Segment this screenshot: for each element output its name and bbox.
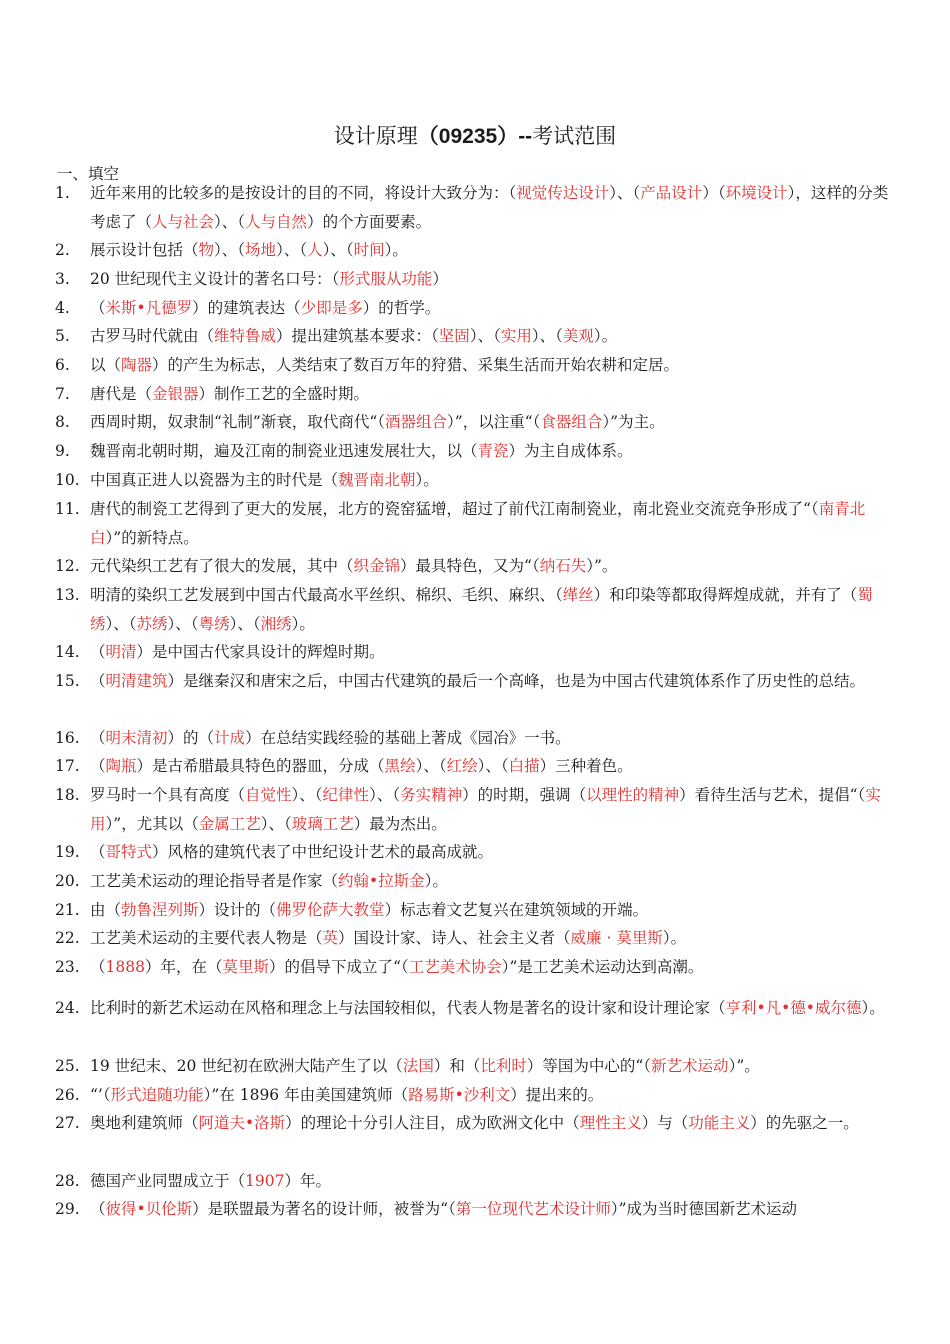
answer-text: 工艺美术协会: [408, 958, 502, 976]
question-number: 6.: [55, 356, 70, 374]
question-text: [90, 265, 902, 294]
answer-text: 青瓷: [477, 442, 509, 460]
answer-text: 红绘: [446, 757, 478, 775]
question-fragment: ）”。: [586, 557, 618, 575]
question-fragment: ）的时期，强调（: [462, 786, 587, 804]
question-fragment: ）、（: [260, 815, 292, 833]
question-fragment: ）的倡导下成立了“（: [269, 958, 409, 976]
answer-text: 米斯•凡德罗: [105, 299, 193, 317]
question-number: 16.: [55, 729, 80, 747]
question-fragment: ），这样的分类考虑了（: [90, 184, 889, 231]
answer-text: 亨利•凡•德•威尔德: [725, 999, 862, 1017]
question-text: [90, 179, 902, 237]
question-fragment: ）看待生活与艺术，提倡“（: [679, 786, 866, 804]
question-fragment: ）为主自成体系。: [508, 442, 633, 460]
question-text: [90, 581, 902, 639]
answer-text: 织金锦: [353, 557, 401, 575]
answer-text: 英: [322, 929, 339, 947]
question-number: 9.: [55, 442, 70, 460]
question-fragment: ）提出来的。: [510, 1086, 604, 1104]
question-fragment: ）”，尤其以（: [105, 815, 199, 833]
answer-text: 1888: [105, 958, 145, 976]
answer-text: 蜀绣: [90, 586, 873, 633]
question-fragment: ）的理论十分引人注目，成为欧洲文化中（: [285, 1114, 580, 1132]
question-text: [90, 466, 902, 495]
answer-text: 勃鲁涅列斯: [121, 901, 199, 919]
question-number: 2.: [55, 241, 70, 259]
question-text: [90, 896, 902, 925]
answer-text: 南青北白: [90, 500, 866, 547]
question-fragment: 以（: [90, 356, 122, 374]
question-fragment: ）、（: [291, 786, 323, 804]
answer-text: 彼得•贝伦斯: [105, 1200, 193, 1218]
question-fragment: 近年来用的比较多的是按设计的目的不同，将设计大致分为：（: [90, 184, 517, 202]
question-text: [90, 351, 902, 380]
question-number: 19.: [55, 843, 80, 861]
answer-text: 约翰•拉斯金: [338, 872, 425, 890]
answer-text: 佛罗伦萨大教堂: [276, 901, 385, 919]
question-text: [90, 552, 902, 581]
question-fragment: 工艺美术运动的主要代表人物是（: [90, 929, 323, 947]
question-fragment: （: [90, 843, 106, 861]
answer-text: 路易斯•沙利文: [408, 1086, 511, 1104]
question-fragment: ）”，以注重“（: [447, 413, 541, 431]
question-text: [90, 838, 902, 867]
question-fragment: 比利时的新艺术运动在风格和理念上与法国较相似，代表人物是著名的设计家和设计理论家（: [90, 999, 726, 1017]
answer-text: 湘绣: [260, 615, 292, 633]
answer-text: 自觉性: [245, 786, 292, 804]
title-pre: 设计原理: [333, 124, 418, 148]
answer-text: 实用: [90, 786, 881, 833]
question-fragment: 19 世纪末、20 世纪初在欧洲大陆产生了以（: [90, 1057, 403, 1075]
question-fragment: 奥地利建筑师（: [90, 1114, 199, 1132]
question-fragment: ）是继秦汉和唐宋之后，中国古代建筑的最后一个高峰，也是为中国古代建筑体系作了历史性的总结。: [167, 672, 866, 690]
question-fragment: ）。: [424, 872, 448, 890]
question-fragment: ）的先驱之一。: [750, 1114, 859, 1132]
question-fragment: ）与（: [641, 1114, 689, 1132]
answer-text: 陶瓶: [105, 757, 137, 775]
answer-text: 金银器: [152, 385, 199, 403]
answer-text: 1907: [245, 1172, 285, 1190]
answer-text: 明清: [105, 643, 137, 661]
question-fragment: 西周时期，奴隶制“礼制”渐衰，取代商代“（: [90, 413, 386, 431]
question-fragment: ）”在 1896 年由美国建筑师（: [203, 1086, 409, 1104]
question-number: 27.: [55, 1114, 80, 1132]
answer-text: 酒器组合: [385, 413, 448, 431]
answer-text: 产品设计: [640, 184, 703, 202]
question-number: 7.: [55, 385, 70, 403]
question-fragment: ）: [432, 270, 448, 288]
question-text: [90, 1081, 902, 1110]
title-course-code: （09235）--: [417, 125, 533, 148]
answer-text: 第一位现代艺术设计师: [455, 1200, 611, 1218]
answer-text: 理性主义: [579, 1114, 642, 1132]
question-text: [90, 867, 902, 896]
answer-text: 食器组合: [540, 413, 603, 431]
question-text: [90, 724, 902, 753]
answer-text: 以理性的精神: [586, 786, 680, 804]
question-fragment: ）。: [662, 929, 687, 947]
question-fragment: ）和印染等都取得辉煌成就，并有了（: [593, 586, 858, 604]
question-text: [90, 1052, 902, 1081]
question-fragment: 20 世纪现代主义设计的著名口号：（: [90, 270, 340, 288]
question-fragment: ）是古希腊最具特色的器皿，分成（: [136, 757, 385, 775]
question-number: 20.: [55, 872, 80, 890]
question-fragment: ）标志着文艺复兴在建筑领域的开端。: [384, 901, 649, 919]
question-fragment: 明清的染织工艺发展到中国古代最高水平丝织、棉织、毛织、麻织、（: [90, 586, 563, 604]
answer-text: 玻璃工艺: [291, 815, 354, 833]
question-fragment: （: [90, 299, 106, 317]
question-fragment: ）等国为中心的“（: [526, 1057, 652, 1075]
answer-text: 粤绣: [198, 615, 230, 633]
answer-text: 人: [307, 241, 323, 259]
question-fragment: ）在总结实践经验的基础上著成《园冶》一书。: [245, 729, 571, 747]
question-fragment: ）三种着色。: [539, 757, 633, 775]
question-text: [90, 236, 902, 265]
question-number: 18.: [55, 786, 80, 804]
answer-text: 新艺术运动: [651, 1057, 729, 1075]
answer-text: 苏绣: [136, 615, 168, 633]
answer-text: 人与社会: [152, 213, 215, 231]
question-fragment: ）。: [861, 999, 885, 1017]
answer-text: 陶器: [121, 356, 153, 374]
question-fragment: 德国产业同盟成立于（: [90, 1172, 246, 1190]
question-text: [90, 437, 902, 466]
question-number: 22.: [55, 929, 80, 947]
answer-text: 场地: [245, 241, 277, 259]
question-fragment: ）、（: [369, 786, 401, 804]
question-fragment: （: [90, 729, 106, 747]
question-text: [90, 638, 902, 667]
question-fragment: 工艺美术运动的理论指导者是作家（: [90, 872, 339, 890]
question-number: 11.: [55, 500, 80, 518]
question-fragment: ）、（: [276, 241, 308, 259]
question-fragment: ）的个方面要素。: [307, 213, 432, 231]
question-fragment: ）、（: [477, 757, 509, 775]
question-number: 12.: [55, 557, 80, 575]
answer-text: 时间: [353, 241, 385, 259]
question-fragment: ）、（: [469, 327, 501, 345]
question-fragment: ）。: [415, 471, 439, 489]
question-fragment: ）、（: [214, 241, 246, 259]
question-number: 13.: [55, 586, 80, 604]
question-fragment: ）。: [384, 241, 408, 259]
answer-text: 魏晋南北朝: [338, 471, 416, 489]
question-text: [90, 1167, 902, 1196]
question-fragment: ）是中国古代家具设计的辉煌时期。: [136, 643, 385, 661]
question-fragment: ）。: [291, 615, 315, 633]
question-fragment: 中国真正进人以瓷器为主的时代是（: [90, 471, 339, 489]
question-number: 5.: [55, 327, 70, 345]
question-number: 14.: [55, 643, 80, 661]
question-text: [90, 408, 902, 437]
answer-text: 物: [198, 241, 215, 259]
answer-text: 人与自然: [245, 213, 308, 231]
question-fragment: 唐代是（: [90, 385, 153, 403]
question-text: [90, 994, 902, 1023]
question-fragment: （: [90, 958, 106, 976]
question-fragment: “’（: [90, 1086, 111, 1104]
question-number: 4.: [55, 299, 70, 317]
question-fragment: ）”成为当时德国新艺术运动: [610, 1200, 798, 1218]
question-fragment: 展示设计包括（: [90, 241, 199, 259]
question-text: [90, 380, 902, 409]
answer-text: 明清建筑: [105, 672, 168, 690]
question-text: [90, 667, 902, 696]
question-number: 25.: [55, 1057, 80, 1075]
question-fragment: ）提出建筑基本要求：（: [276, 327, 439, 345]
title-post: 考试范围: [532, 124, 617, 148]
question-text: [90, 752, 902, 781]
question-fragment: ）的建筑表达（: [192, 299, 301, 317]
answer-text: 威廉 · 莫里斯: [570, 929, 663, 947]
question-number: 8.: [55, 413, 70, 431]
answer-text: 视觉传达设计: [516, 184, 610, 202]
answer-text: 少即是多: [300, 299, 363, 317]
question-fragment: ）最具特色，又为“（: [400, 557, 540, 575]
answer-text: 纳石失: [539, 557, 587, 575]
question-fragment: ）的产生为标志，人类结束了数百万年的狩猎、采集生活而开始农耕和定居。: [152, 356, 680, 374]
answer-text: 务实精神: [400, 786, 463, 804]
question-fragment: （: [90, 1200, 106, 1218]
question-number: 17.: [55, 757, 80, 775]
question-number: 24.: [55, 999, 80, 1017]
question-fragment: 古罗马时代就由（: [90, 327, 215, 345]
question-number: 21.: [55, 901, 80, 919]
question-fragment: ）”为主。: [602, 413, 665, 431]
question-text: [90, 924, 902, 953]
question-text: [90, 781, 902, 839]
answer-text: 法国: [402, 1057, 434, 1075]
question-number: 3.: [55, 270, 70, 288]
question-fragment: ）最为杰出。: [353, 815, 447, 833]
question-fragment: 由（: [90, 901, 122, 919]
answer-text: 维特鲁威: [214, 327, 277, 345]
question-fragment: ）、（: [105, 615, 137, 633]
question-fragment: （: [90, 757, 106, 775]
answer-text: 纪律性: [322, 786, 370, 804]
question-number: 10.: [55, 471, 80, 489]
question-text: [90, 1109, 902, 1138]
question-fragment: ）年。: [284, 1172, 331, 1190]
question-fragment: ）、（: [214, 213, 246, 231]
answer-text: 白描: [508, 757, 540, 775]
question-fragment: ）风格的建筑代表了中世纪设计艺术的最高成就。: [152, 843, 494, 861]
question-text: [90, 294, 902, 323]
question-fragment: 唐代的制瓷工艺得到了更大的发展，北方的瓷窑猛增，超过了前代江南制瓷业，南北瓷业交流竞争形成了“（: [90, 500, 819, 518]
answer-text: 环境设计: [725, 184, 788, 202]
question-number: 15.: [55, 672, 80, 690]
answer-text: 哥特式: [105, 843, 153, 861]
question-fragment: ）的哲学。: [362, 299, 441, 317]
question-fragment: ）、（: [609, 184, 641, 202]
question-fragment: ）、（: [167, 615, 199, 633]
answer-text: 金属工艺: [198, 815, 261, 833]
question-fragment: 罗马时一个具有高度（: [90, 786, 246, 804]
answer-text: 美观: [562, 327, 594, 345]
question-text: [90, 322, 902, 351]
section-heading: 一、填空: [57, 165, 120, 183]
question-fragment: ）、（: [322, 241, 354, 259]
answer-text: 莫里斯: [222, 958, 269, 976]
question-number: 1.: [55, 184, 70, 202]
answer-text: 功能主义: [688, 1114, 751, 1132]
question-fragment: （: [90, 672, 106, 690]
question-fragment: 魏晋南北朝时期，遍及江南的制瓷业迅速发展壮大，以（: [90, 442, 478, 460]
page-title: [0, 121, 950, 152]
answer-text: 实用: [500, 327, 532, 345]
question-fragment: ）”是工艺美术运动达到高潮。: [501, 958, 704, 976]
question-fragment: ）的（: [167, 729, 215, 747]
question-fragment: ）”的新特点。: [105, 529, 199, 547]
question-fragment: ）设计的（: [198, 901, 277, 919]
question-number: 23.: [55, 958, 80, 976]
question-fragment: ）是联盟最为著名的设计师，被誉为“（: [192, 1200, 456, 1218]
question-fragment: ）国设计家、诗人、社会主义者（: [338, 929, 571, 947]
answer-text: 坚固: [438, 327, 470, 345]
question-fragment: 元代染织工艺有了很大的发展，其中（: [90, 557, 354, 575]
answer-text: 明末清初: [105, 729, 168, 747]
question-fragment: （: [90, 643, 106, 661]
answer-text: 阿道夫•洛斯: [198, 1114, 286, 1132]
question-fragment: ）、（: [229, 615, 261, 633]
question-fragment: ）（: [702, 184, 726, 202]
question-number: 29.: [55, 1200, 80, 1218]
question-fragment: ）、（: [531, 327, 563, 345]
answer-text: 缂丝: [562, 586, 594, 604]
answer-text: 比利时: [480, 1057, 527, 1075]
question-text: [90, 495, 902, 553]
answer-text: 计成: [214, 729, 246, 747]
question-number: 26.: [55, 1086, 80, 1104]
question-fragment: ）制作工艺的全盛时期。: [198, 385, 370, 403]
answer-text: 形式服从功能: [339, 270, 433, 288]
question-number: 28.: [55, 1172, 80, 1190]
answer-text: 黑绘: [384, 757, 416, 775]
question-text: [90, 1195, 902, 1224]
answer-text: 形式追随功能: [110, 1086, 204, 1104]
question-fragment: ）和（: [433, 1057, 481, 1075]
question-text: [90, 953, 902, 982]
question-fragment: ）”。: [728, 1057, 760, 1075]
question-fragment: ）年，在（: [144, 958, 223, 976]
question-fragment: ）。: [593, 327, 618, 345]
question-fragment: ）、（: [415, 757, 447, 775]
